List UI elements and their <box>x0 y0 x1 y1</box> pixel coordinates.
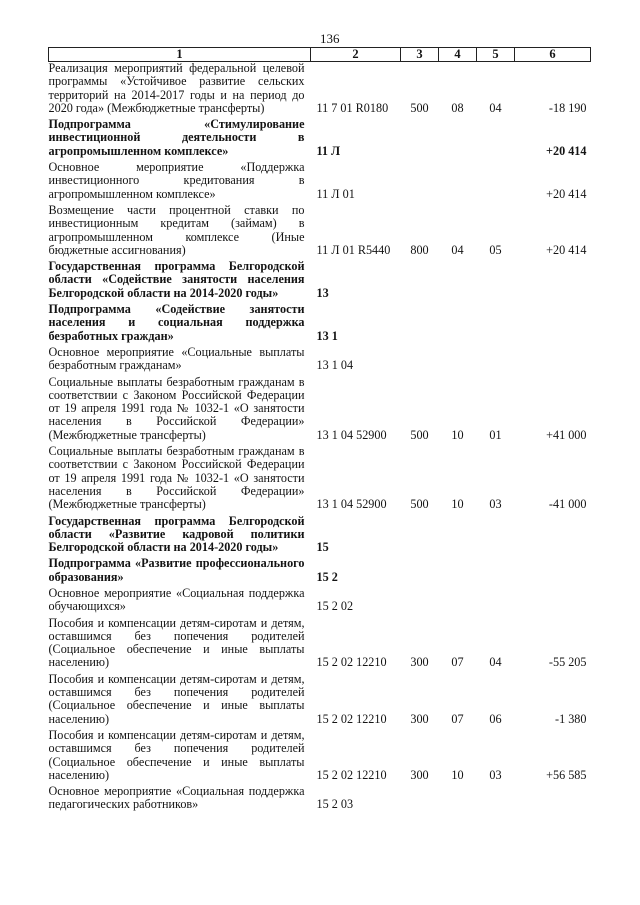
row-subsection-cell: 03 <box>489 767 502 782</box>
row-name-cell: Подпрограмма «Развитие профессионального образования» <box>48 556 305 584</box>
row-subsection-cell <box>477 515 515 558</box>
row-section-cell <box>439 161 477 204</box>
row-expense-type-cell <box>401 346 439 376</box>
row-amount-cell <box>515 557 591 587</box>
row-section-cell <box>439 587 477 617</box>
row-expense-type-cell: 300 <box>410 655 429 670</box>
row-name-cell: Возмещение части процентной ставки по инвестиционным кредитам (займам) в агропромышленном комплексе (Иные бюджетные ассигнования) <box>48 202 305 257</box>
row-name-cell: Основное мероприятие «Социальная поддержка педагогических работников» <box>48 784 305 812</box>
row-amount-cell: -18 190 <box>548 100 587 115</box>
row-amount-cell <box>515 303 591 346</box>
row-expense-type-cell: 800 <box>410 242 429 257</box>
row-section-cell <box>439 785 477 815</box>
row-amount-cell <box>515 515 591 558</box>
column-header: 5 <box>477 48 515 62</box>
row-expense-type-cell <box>401 785 439 815</box>
row-name-cell: Социальные выплаты безработным гражданам в соответствии с Законом Российской Федерации от 19 апреля 1991 года № 1032-1 «О занятости населения в Российской Федерации» (Межбюджетные трансферты) <box>48 374 305 442</box>
row-name-cell: Подпрограмма «Содействие занятости населения и социальная поддержка безработных граждан» <box>48 302 305 343</box>
row-amount-cell: +56 585 <box>546 767 587 782</box>
row-section-cell: 08 <box>451 100 464 115</box>
row-subsection-cell: 06 <box>489 711 502 726</box>
table-row <box>49 204 591 260</box>
row-name-cell: Пособия и компенсации детям-сиротам и детям, оставшимся без попечения родителей (Социальное обеспечение и иные выплаты населению) <box>48 615 305 670</box>
row-section-cell <box>439 557 477 587</box>
row-amount-cell: +41 000 <box>546 427 587 442</box>
row-code-cell: 15 2 <box>316 569 338 584</box>
row-code-cell: 13 <box>316 285 329 300</box>
table-row <box>49 785 591 815</box>
row-code-cell: 11 7 01 R0180 <box>316 100 389 115</box>
row-subsection-cell <box>477 587 515 617</box>
row-code-cell: 15 2 03 <box>316 797 354 812</box>
row-section-cell <box>439 260 477 303</box>
row-subsection-cell: 01 <box>489 427 502 442</box>
row-amount-cell: -41 000 <box>548 497 587 512</box>
column-header: 6 <box>515 48 591 62</box>
row-amount-cell <box>515 346 591 376</box>
row-code-cell: 15 2 02 12210 <box>316 711 387 726</box>
table-row <box>49 617 591 673</box>
row-amount-cell: +20 414 <box>546 186 587 201</box>
budget-table <box>48 47 591 815</box>
column-header: 4 <box>439 48 477 62</box>
row-code-cell: 15 2 02 12210 <box>316 767 387 782</box>
row-section-cell <box>439 515 477 558</box>
table-row <box>49 376 591 445</box>
row-section-cell <box>439 346 477 376</box>
table-header-row <box>49 48 591 62</box>
row-amount-cell: -55 205 <box>548 655 587 670</box>
table-row <box>49 260 591 303</box>
table-row <box>49 62 591 119</box>
row-code-cell: 13 1 04 52900 <box>316 497 387 512</box>
row-expense-type-cell <box>401 303 439 346</box>
row-subsection-cell <box>477 346 515 376</box>
row-amount-cell <box>515 785 591 815</box>
row-expense-type-cell <box>401 118 439 161</box>
row-amount-cell: +20 414 <box>546 143 587 158</box>
row-expense-type-cell <box>401 587 439 617</box>
row-expense-type-cell: 300 <box>410 711 429 726</box>
row-section-cell: 10 <box>451 767 464 782</box>
row-subsection-cell <box>477 557 515 587</box>
row-expense-type-cell: 500 <box>410 427 429 442</box>
row-section-cell: 10 <box>451 427 464 442</box>
row-amount-cell: -1 380 <box>555 711 587 726</box>
row-amount-cell: +20 414 <box>546 242 587 257</box>
row-expense-type-cell: 500 <box>410 497 429 512</box>
row-code-cell: 15 <box>316 540 329 555</box>
row-name-cell: Основное мероприятие «Социальные выплаты безработным гражданам» <box>48 344 305 373</box>
table-row <box>49 161 591 204</box>
table-row <box>49 729 591 785</box>
row-expense-type-cell: 300 <box>410 767 429 782</box>
row-name-cell: Подпрограмма «Стимулирование инвестиционной деятельности в агропромышленном комплексе» <box>48 117 305 158</box>
row-section-cell <box>439 118 477 161</box>
row-subsection-cell: 04 <box>489 655 502 670</box>
row-subsection-cell <box>477 260 515 303</box>
row-code-cell: 15 2 02 <box>316 599 354 614</box>
row-subsection-cell: 03 <box>489 497 502 512</box>
row-expense-type-cell <box>401 557 439 587</box>
row-name-cell: Пособия и компенсации детям-сиротам и детям, оставшимся без попечения родителей (Социальное обеспечение и иные выплаты населению) <box>48 671 305 726</box>
row-name-cell: Реализация мероприятий федеральной целевой программы «Устойчивое развитие сельских территорий на 2014-2017 годы и на период до 2020 года» (Межбюджетные трансферты) <box>48 61 305 115</box>
page-number: 136 <box>320 31 340 46</box>
table-row <box>49 303 591 346</box>
table-body <box>49 62 591 815</box>
row-name-cell: Основное мероприятие «Социальная поддержка обучающихся» <box>48 585 305 614</box>
row-name-cell: Основное мероприятие «Поддержка инвестиционного кредитования в агропромышленном комплексе» <box>48 160 305 201</box>
row-section-cell <box>439 303 477 346</box>
row-code-cell: 15 2 02 12210 <box>316 655 387 670</box>
row-expense-type-cell <box>401 515 439 558</box>
row-code-cell: 11 Л 01 R5440 <box>316 242 391 257</box>
column-header: 3 <box>401 48 439 62</box>
row-amount-cell <box>515 587 591 617</box>
row-subsection-cell: 04 <box>489 100 502 115</box>
row-code-cell: 13 1 04 <box>316 358 354 373</box>
row-subsection-cell <box>477 118 515 161</box>
row-code-cell: 13 1 <box>316 328 338 343</box>
row-section-cell: 04 <box>451 242 464 257</box>
row-subsection-cell: 05 <box>489 242 502 257</box>
table-row <box>49 673 591 729</box>
row-name-cell: Государственная программа Белгородской области «Развитие кадровой политики Белгородской области на 2014-2020 годы» <box>48 513 305 555</box>
row-section-cell: 07 <box>451 655 464 670</box>
column-header: 1 <box>49 48 311 62</box>
row-expense-type-cell <box>401 260 439 303</box>
row-name-cell: Пособия и компенсации детям-сиротам и детям, оставшимся без попечения родителей (Социальное обеспечение и иные выплаты населению) <box>48 727 305 782</box>
row-name-cell: Государственная программа Белгородской области «Содействие занятости населения Белгородской области на 2014-2020 годы» <box>48 259 305 300</box>
row-amount-cell <box>515 260 591 303</box>
row-subsection-cell <box>477 303 515 346</box>
table-row <box>49 557 591 587</box>
row-code-cell: 13 1 04 52900 <box>316 427 387 442</box>
table-row <box>49 515 591 558</box>
table-row <box>49 346 591 376</box>
table-row <box>49 118 591 161</box>
row-expense-type-cell <box>401 161 439 204</box>
row-code-cell: 11 Л 01 <box>316 186 355 201</box>
row-expense-type-cell: 500 <box>410 100 429 115</box>
row-name-cell: Социальные выплаты безработным гражданам в соответствии с Законом Российской Федерации от 19 апреля 1991 года № 1032-1 «О занятости населения в Российской Федерации» (Межбюджетные трансферты) <box>48 444 305 512</box>
row-section-cell: 07 <box>451 711 464 726</box>
row-section-cell: 10 <box>451 497 464 512</box>
table-row <box>49 587 591 617</box>
table-row <box>49 445 591 514</box>
row-subsection-cell <box>477 161 515 204</box>
row-code-cell: 11 Л <box>316 143 341 158</box>
row-subsection-cell <box>477 785 515 815</box>
column-header: 2 <box>311 48 401 62</box>
